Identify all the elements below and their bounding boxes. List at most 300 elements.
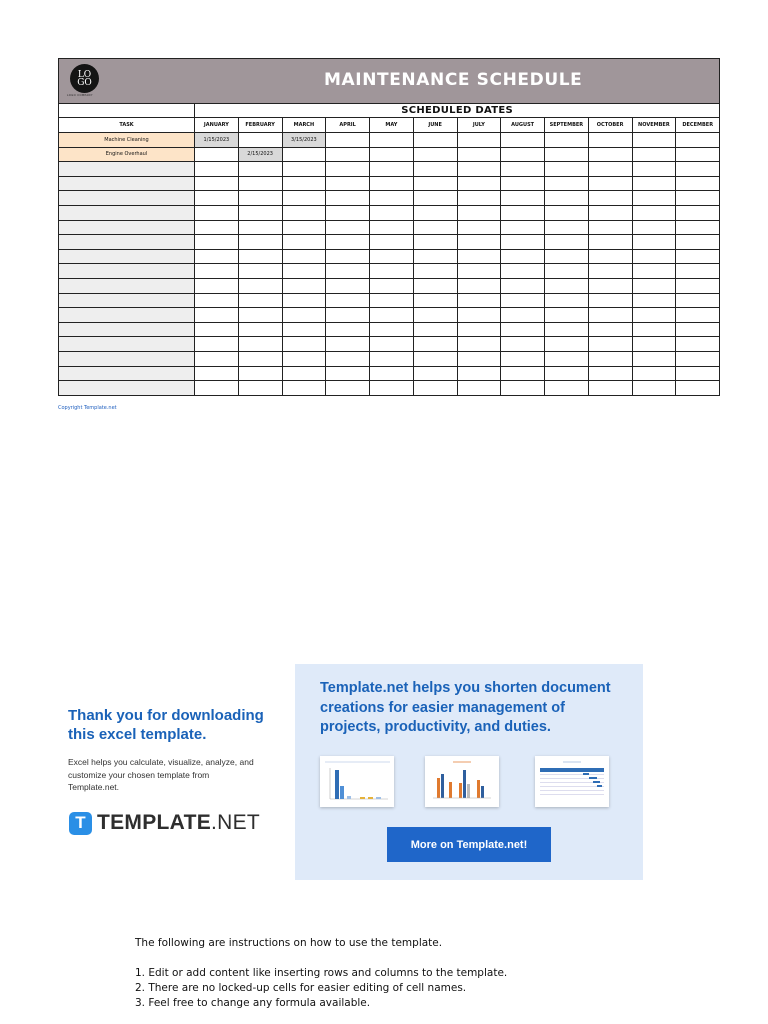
- date-cell[interactable]: [545, 191, 589, 206]
- logo-text-bottom: GO: [77, 77, 92, 88]
- date-cell[interactable]: [238, 337, 282, 352]
- task-cell[interactable]: [59, 381, 195, 396]
- column-chart-thumbnail: [425, 756, 499, 807]
- title-row: [59, 59, 720, 104]
- date-cell[interactable]: [676, 235, 720, 250]
- scheduled-dates-row: [59, 104, 720, 118]
- date-cell[interactable]: [632, 249, 676, 264]
- date-cell[interactable]: [632, 322, 676, 337]
- date-cell[interactable]: [370, 293, 414, 308]
- date-cell[interactable]: [238, 176, 282, 191]
- date-cell[interactable]: [501, 278, 545, 293]
- column-header-row: [59, 118, 720, 133]
- date-cell[interactable]: [501, 191, 545, 206]
- date-cell[interactable]: [545, 235, 589, 250]
- date-cell[interactable]: [676, 162, 720, 177]
- date-cell[interactable]: [545, 308, 589, 323]
- copyright-link[interactable]: Copyright Template.net: [58, 405, 117, 411]
- date-cell[interactable]: [195, 337, 239, 352]
- date-cell[interactable]: [632, 337, 676, 352]
- date-cell[interactable]: [370, 337, 414, 352]
- date-cell[interactable]: [632, 176, 676, 191]
- date-cell[interactable]: [588, 322, 632, 337]
- date-cell[interactable]: [238, 366, 282, 381]
- date-cell[interactable]: [632, 293, 676, 308]
- date-cell[interactable]: [370, 162, 414, 177]
- date-cell[interactable]: [238, 133, 282, 148]
- task-cell[interactable]: [59, 351, 195, 366]
- month-header-april[interactable]: APRIL: [326, 118, 370, 133]
- month-header-november[interactable]: NOVEMBER: [632, 118, 676, 133]
- date-cell[interactable]: [413, 308, 457, 323]
- date-cell[interactable]: [588, 278, 632, 293]
- date-cell[interactable]: [413, 264, 457, 279]
- date-cell[interactable]: [632, 147, 676, 162]
- thank-you-section: [68, 706, 283, 794]
- date-cell[interactable]: [545, 133, 589, 148]
- date-cell[interactable]: [413, 366, 457, 381]
- task-cell[interactable]: [59, 366, 195, 381]
- date-cell[interactable]: [545, 147, 589, 162]
- date-cell[interactable]: [370, 366, 414, 381]
- date-cell[interactable]: [413, 133, 457, 148]
- date-cell[interactable]: [457, 205, 501, 220]
- date-cell[interactable]: [370, 147, 414, 162]
- date-cell[interactable]: [588, 162, 632, 177]
- date-cell[interactable]: [457, 147, 501, 162]
- date-cell[interactable]: [195, 235, 239, 250]
- date-cell[interactable]: [588, 176, 632, 191]
- column-chart-thumbnail-graphic: [425, 756, 499, 807]
- table-row: [59, 381, 720, 396]
- date-cell[interactable]: [457, 278, 501, 293]
- thank-you-body: [68, 756, 283, 794]
- date-cell[interactable]: [326, 220, 370, 235]
- date-cell[interactable]: [588, 351, 632, 366]
- date-cell[interactable]: [326, 249, 370, 264]
- date-cell[interactable]: [195, 278, 239, 293]
- date-cell[interactable]: [413, 235, 457, 250]
- gantt-table-thumbnail-graphic: [535, 756, 609, 807]
- date-cell[interactable]: [326, 162, 370, 177]
- table-row: [59, 191, 720, 206]
- date-cell[interactable]: [282, 293, 326, 308]
- date-cell[interactable]: [501, 205, 545, 220]
- date-cell[interactable]: [632, 133, 676, 148]
- date-cell[interactable]: [545, 278, 589, 293]
- date-cell[interactable]: [545, 264, 589, 279]
- month-header-may[interactable]: MAY: [370, 118, 414, 133]
- date-cell[interactable]: [326, 322, 370, 337]
- date-cell[interactable]: [588, 308, 632, 323]
- task-cell[interactable]: [59, 249, 195, 264]
- date-cell[interactable]: [676, 220, 720, 235]
- date-cell[interactable]: [457, 249, 501, 264]
- promo-heading-line1: Template.net helps you shorten document: [320, 680, 611, 696]
- table-row: [59, 220, 720, 235]
- date-cell[interactable]: [632, 220, 676, 235]
- task-cell[interactable]: [59, 264, 195, 279]
- date-cell[interactable]: [676, 278, 720, 293]
- table-row: [59, 366, 720, 381]
- table-row: [59, 308, 720, 323]
- date-cell[interactable]: [588, 293, 632, 308]
- date-cell[interactable]: [588, 264, 632, 279]
- date-cell[interactable]: [195, 351, 239, 366]
- date-cell[interactable]: [326, 264, 370, 279]
- date-cell[interactable]: [282, 205, 326, 220]
- date-cell[interactable]: [282, 308, 326, 323]
- date-cell[interactable]: [195, 308, 239, 323]
- date-cell[interactable]: [457, 191, 501, 206]
- date-cell[interactable]: [326, 205, 370, 220]
- date-cell[interactable]: [370, 176, 414, 191]
- date-cell[interactable]: [457, 381, 501, 396]
- date-cell[interactable]: [588, 381, 632, 396]
- date-cell[interactable]: [370, 308, 414, 323]
- table-row: [59, 293, 720, 308]
- date-cell[interactable]: [238, 205, 282, 220]
- maintenance-schedule-sheet: [58, 58, 719, 411]
- date-cell[interactable]: [238, 381, 282, 396]
- date-cell[interactable]: [545, 337, 589, 352]
- date-cell[interactable]: 2/15/2023: [238, 147, 282, 162]
- template-net-logo-icon: T: [69, 812, 92, 835]
- date-cell[interactable]: [588, 205, 632, 220]
- date-cell[interactable]: [370, 322, 414, 337]
- date-cell[interactable]: [588, 235, 632, 250]
- date-cell[interactable]: [413, 205, 457, 220]
- date-cell[interactable]: [413, 351, 457, 366]
- date-cell[interactable]: [676, 133, 720, 148]
- date-cell[interactable]: [195, 220, 239, 235]
- date-cell[interactable]: [413, 162, 457, 177]
- date-cell[interactable]: [413, 381, 457, 396]
- date-cell[interactable]: [195, 249, 239, 264]
- date-cell[interactable]: [457, 366, 501, 381]
- date-cell[interactable]: [545, 249, 589, 264]
- month-header-march[interactable]: MARCH: [282, 118, 326, 133]
- blank-cell[interactable]: [59, 104, 195, 118]
- scheduled-dates-header[interactable]: SCHEDULED DATES: [195, 104, 720, 118]
- date-cell[interactable]: [413, 176, 457, 191]
- date-cell[interactable]: [238, 220, 282, 235]
- date-cell[interactable]: [501, 147, 545, 162]
- date-cell[interactable]: [195, 322, 239, 337]
- date-cell[interactable]: [632, 162, 676, 177]
- task-cell[interactable]: [59, 176, 195, 191]
- task-cell[interactable]: [59, 322, 195, 337]
- date-cell[interactable]: [676, 147, 720, 162]
- date-cell[interactable]: [370, 249, 414, 264]
- table-row: [59, 162, 720, 177]
- date-cell[interactable]: [632, 235, 676, 250]
- date-cell[interactable]: [676, 191, 720, 206]
- date-cell[interactable]: [501, 308, 545, 323]
- instruction-item: 3. Feel free to change any formula available.: [135, 997, 371, 1009]
- instruction-item: 1. Edit or add content like inserting rows and columns to the template.: [135, 967, 508, 979]
- date-cell[interactable]: [501, 366, 545, 381]
- date-cell[interactable]: [676, 381, 720, 396]
- brand-wordmark: [97, 811, 260, 835]
- date-cell[interactable]: [676, 366, 720, 381]
- date-cell[interactable]: [326, 191, 370, 206]
- date-cell[interactable]: [195, 264, 239, 279]
- date-cell[interactable]: [501, 220, 545, 235]
- task-header[interactable]: TASK: [59, 118, 195, 133]
- date-cell[interactable]: [195, 162, 239, 177]
- date-cell[interactable]: [326, 235, 370, 250]
- date-cell[interactable]: [457, 220, 501, 235]
- date-cell[interactable]: [457, 264, 501, 279]
- date-cell[interactable]: [588, 147, 632, 162]
- date-cell[interactable]: [326, 308, 370, 323]
- date-cell[interactable]: [370, 205, 414, 220]
- task-cell[interactable]: Engine Overhaul: [59, 147, 195, 162]
- month-header-january[interactable]: JANUARY: [195, 118, 239, 133]
- task-cell[interactable]: [59, 235, 195, 250]
- table-row: [59, 176, 720, 191]
- date-cell[interactable]: [545, 162, 589, 177]
- date-cell[interactable]: [588, 220, 632, 235]
- date-cell[interactable]: [195, 191, 239, 206]
- task-cell[interactable]: [59, 162, 195, 177]
- date-cell[interactable]: [282, 322, 326, 337]
- date-cell[interactable]: [238, 278, 282, 293]
- date-cell[interactable]: [238, 322, 282, 337]
- date-cell[interactable]: [501, 133, 545, 148]
- instructions-intro: The following are instructions on how to use the template.: [135, 937, 443, 949]
- date-cell[interactable]: [238, 249, 282, 264]
- task-cell[interactable]: [59, 220, 195, 235]
- date-cell[interactable]: [457, 337, 501, 352]
- date-cell[interactable]: [676, 205, 720, 220]
- date-cell[interactable]: [413, 249, 457, 264]
- date-cell[interactable]: [632, 205, 676, 220]
- date-cell[interactable]: [545, 381, 589, 396]
- date-cell[interactable]: [370, 278, 414, 293]
- sheet-title: MAINTENANCE SCHEDULE: [324, 70, 583, 90]
- table-row: [59, 264, 720, 279]
- date-cell[interactable]: [457, 308, 501, 323]
- date-cell[interactable]: [195, 176, 239, 191]
- date-cell[interactable]: [545, 351, 589, 366]
- month-header-august[interactable]: AUGUST: [501, 118, 545, 133]
- date-cell[interactable]: [457, 133, 501, 148]
- date-cell[interactable]: [676, 249, 720, 264]
- date-cell[interactable]: [457, 235, 501, 250]
- date-cell[interactable]: [282, 235, 326, 250]
- date-cell[interactable]: [676, 322, 720, 337]
- bar-chart-thumbnail-graphic: [320, 756, 394, 807]
- task-cell[interactable]: [59, 278, 195, 293]
- date-cell[interactable]: [326, 293, 370, 308]
- date-cell[interactable]: [588, 366, 632, 381]
- month-header-october[interactable]: OCTOBER: [588, 118, 632, 133]
- date-cell[interactable]: [676, 337, 720, 352]
- date-cell[interactable]: [282, 191, 326, 206]
- date-cell[interactable]: [676, 176, 720, 191]
- date-cell[interactable]: [238, 351, 282, 366]
- task-cell[interactable]: [59, 293, 195, 308]
- table-row: [59, 133, 720, 148]
- month-header-february[interactable]: FEBRUARY: [238, 118, 282, 133]
- date-cell[interactable]: [457, 293, 501, 308]
- date-cell[interactable]: [195, 293, 239, 308]
- date-cell[interactable]: [238, 235, 282, 250]
- date-cell[interactable]: [501, 176, 545, 191]
- date-cell[interactable]: [457, 162, 501, 177]
- template-net-brand[interactable]: [69, 811, 260, 835]
- title-cell[interactable]: [59, 59, 720, 104]
- date-cell[interactable]: [457, 351, 501, 366]
- table-row: [59, 351, 720, 366]
- date-cell[interactable]: [326, 337, 370, 352]
- date-cell[interactable]: [545, 220, 589, 235]
- table-row: [59, 205, 720, 220]
- date-cell[interactable]: [370, 235, 414, 250]
- brand-bold: TEMPLATE: [97, 811, 212, 834]
- date-cell[interactable]: [238, 264, 282, 279]
- date-cell[interactable]: [282, 176, 326, 191]
- date-cell[interactable]: [370, 191, 414, 206]
- month-header-september[interactable]: SEPTEMBER: [545, 118, 589, 133]
- date-cell[interactable]: [282, 351, 326, 366]
- date-cell[interactable]: [370, 133, 414, 148]
- date-cell[interactable]: 3/15/2023: [282, 133, 326, 148]
- date-cell[interactable]: [238, 293, 282, 308]
- task-cell[interactable]: Machine Cleaning: [59, 133, 195, 148]
- date-cell[interactable]: [545, 205, 589, 220]
- date-cell[interactable]: [195, 366, 239, 381]
- date-cell[interactable]: [676, 308, 720, 323]
- date-cell[interactable]: [282, 337, 326, 352]
- date-cell[interactable]: [195, 205, 239, 220]
- date-cell[interactable]: [632, 381, 676, 396]
- month-header-june[interactable]: JUNE: [413, 118, 457, 133]
- date-cell[interactable]: [501, 264, 545, 279]
- date-cell[interactable]: [632, 191, 676, 206]
- date-cell[interactable]: 1/15/2023: [195, 133, 239, 148]
- date-cell[interactable]: [545, 322, 589, 337]
- instructions-block: [135, 936, 507, 1011]
- date-cell[interactable]: [326, 278, 370, 293]
- date-cell[interactable]: [195, 381, 239, 396]
- date-cell[interactable]: [676, 293, 720, 308]
- table-row: [59, 147, 720, 162]
- date-cell[interactable]: [282, 249, 326, 264]
- date-cell[interactable]: [501, 235, 545, 250]
- table-row: [59, 337, 720, 352]
- task-cell[interactable]: [59, 308, 195, 323]
- date-cell[interactable]: [370, 351, 414, 366]
- date-cell[interactable]: [545, 176, 589, 191]
- date-cell[interactable]: [413, 147, 457, 162]
- task-cell[interactable]: [59, 191, 195, 206]
- date-cell[interactable]: [238, 191, 282, 206]
- date-cell[interactable]: [676, 264, 720, 279]
- date-cell[interactable]: [413, 191, 457, 206]
- date-cell[interactable]: [326, 147, 370, 162]
- date-cell[interactable]: [282, 381, 326, 396]
- date-cell[interactable]: [326, 351, 370, 366]
- spacer: [135, 951, 507, 966]
- date-cell[interactable]: [282, 278, 326, 293]
- date-cell[interactable]: [370, 220, 414, 235]
- date-cell[interactable]: [632, 264, 676, 279]
- date-cell[interactable]: [370, 264, 414, 279]
- date-cell[interactable]: [501, 249, 545, 264]
- date-cell[interactable]: [632, 278, 676, 293]
- date-cell[interactable]: [282, 220, 326, 235]
- date-cell[interactable]: [457, 176, 501, 191]
- more-on-template-net-button[interactable]: More on Template.net!: [387, 827, 551, 862]
- date-cell[interactable]: [588, 249, 632, 264]
- date-cell[interactable]: [370, 381, 414, 396]
- date-cell[interactable]: [326, 366, 370, 381]
- date-cell[interactable]: [282, 147, 326, 162]
- month-header-july[interactable]: JULY: [457, 118, 501, 133]
- date-cell[interactable]: [457, 322, 501, 337]
- date-cell[interactable]: [588, 133, 632, 148]
- date-cell[interactable]: [413, 322, 457, 337]
- date-cell[interactable]: [588, 191, 632, 206]
- logo-subtext: LOGO COMPANY: [67, 94, 93, 97]
- task-cell[interactable]: [59, 337, 195, 352]
- task-cell[interactable]: [59, 205, 195, 220]
- date-cell[interactable]: [632, 366, 676, 381]
- thank-you-heading: [68, 706, 283, 744]
- brand-light: .NET: [211, 811, 261, 834]
- date-cell[interactable]: [545, 293, 589, 308]
- date-cell[interactable]: [326, 176, 370, 191]
- thank-you-heading-line1: Thank you for downloading: [68, 707, 264, 724]
- month-header-december[interactable]: DECEMBER: [676, 118, 720, 133]
- date-cell[interactable]: [588, 337, 632, 352]
- date-cell[interactable]: [501, 293, 545, 308]
- date-cell[interactable]: [676, 351, 720, 366]
- date-cell[interactable]: [238, 162, 282, 177]
- date-cell[interactable]: [413, 220, 457, 235]
- promo-heading-line3: projects, productivity, and duties.: [320, 719, 551, 735]
- promo-heading: [320, 679, 630, 738]
- date-cell[interactable]: [501, 337, 545, 352]
- table-row: [59, 278, 720, 293]
- date-cell[interactable]: [326, 381, 370, 396]
- date-cell[interactable]: [413, 293, 457, 308]
- date-cell[interactable]: [501, 162, 545, 177]
- date-cell[interactable]: [282, 264, 326, 279]
- date-cell[interactable]: [501, 351, 545, 366]
- date-cell[interactable]: [545, 366, 589, 381]
- date-cell[interactable]: [501, 322, 545, 337]
- date-cell[interactable]: [632, 308, 676, 323]
- date-cell[interactable]: [501, 381, 545, 396]
- promo-heading-line2: creations for easier management of: [320, 699, 565, 716]
- date-cell[interactable]: [238, 308, 282, 323]
- bar-chart-thumbnail: [320, 756, 394, 807]
- logo: [70, 64, 99, 93]
- date-cell[interactable]: [413, 278, 457, 293]
- logo-text-top: LO: [77, 69, 92, 80]
- date-cell[interactable]: [282, 366, 326, 381]
- date-cell[interactable]: [195, 147, 239, 162]
- date-cell[interactable]: [326, 133, 370, 148]
- date-cell[interactable]: [413, 337, 457, 352]
- date-cell[interactable]: [282, 162, 326, 177]
- date-cell[interactable]: [632, 351, 676, 366]
- table-row: [59, 235, 720, 250]
